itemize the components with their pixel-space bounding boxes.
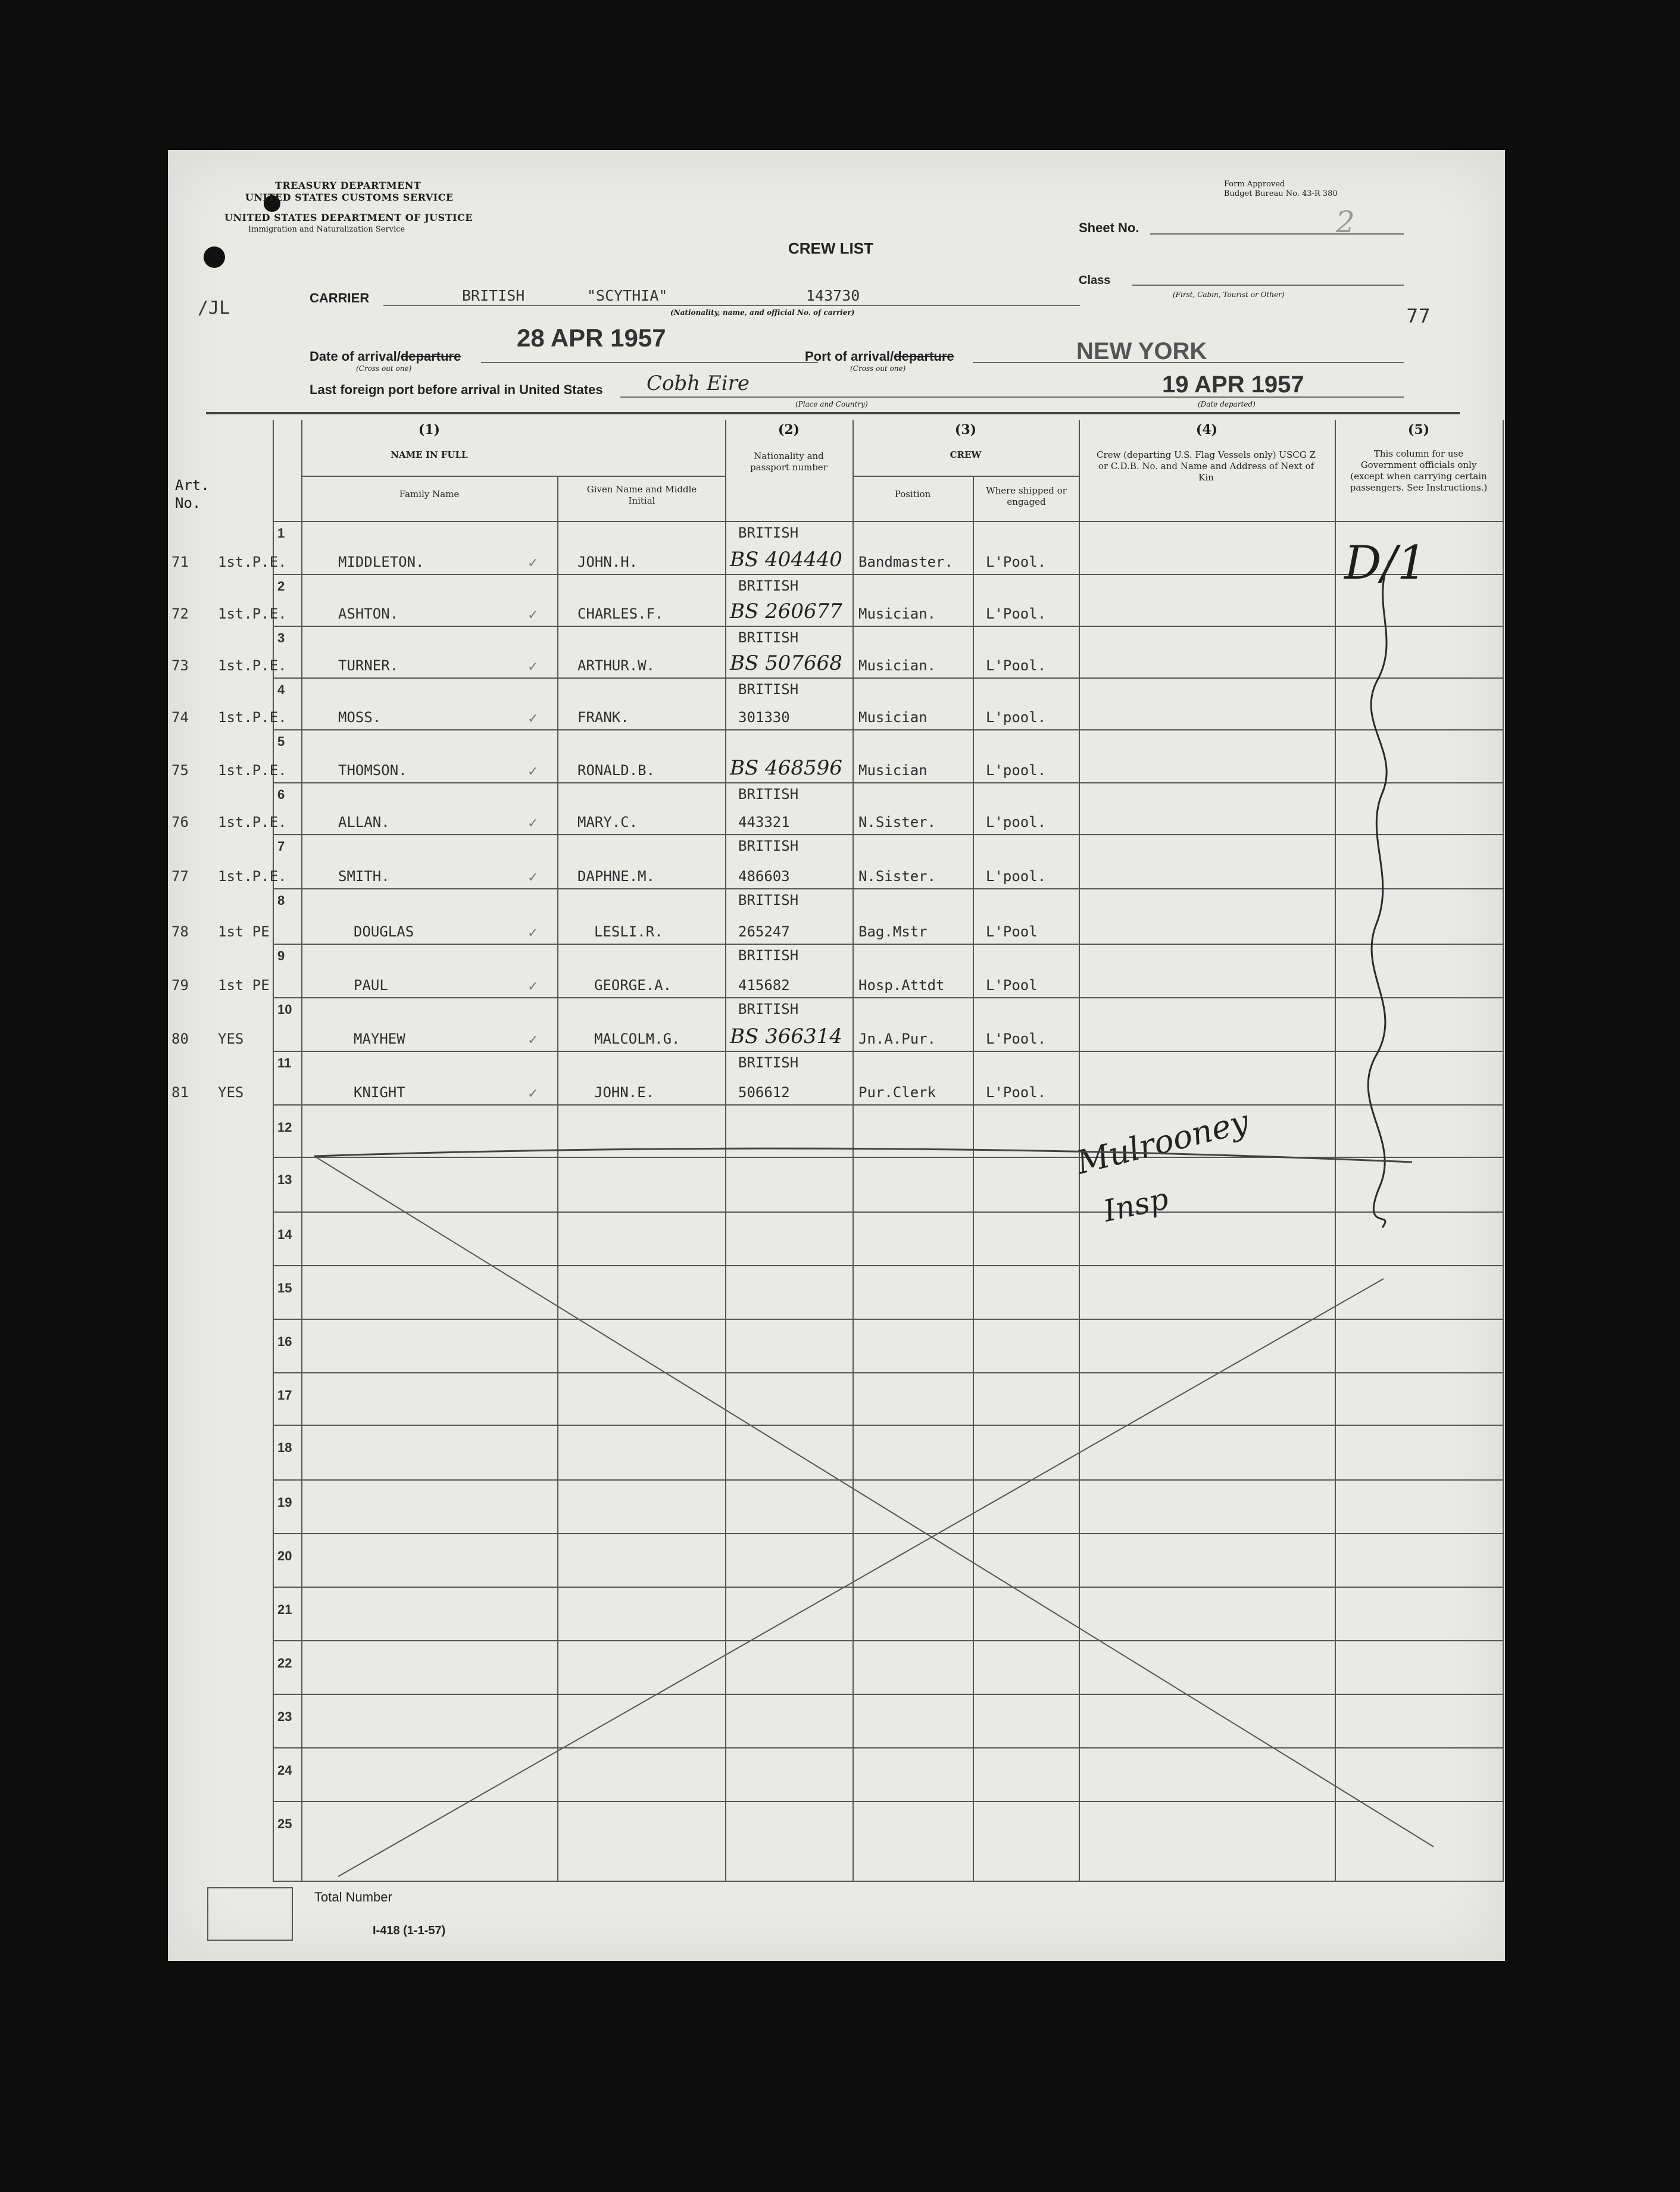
art-number: 81 (171, 1084, 189, 1101)
where-engaged: L'Pool. (986, 657, 1047, 674)
family-name: ASHTON. (338, 605, 399, 622)
check-mark: ✓ (527, 608, 539, 623)
passport-number: BS 404440 (730, 548, 842, 572)
position: Musician (858, 709, 928, 726)
line-number: 22 (277, 1656, 292, 1670)
class-label: Class (1079, 274, 1111, 287)
margin-note: 77 (1406, 305, 1431, 327)
nationality: BRITISH (738, 629, 799, 646)
line-number: 19 (277, 1495, 292, 1510)
where-engaged: L'Pool (986, 977, 1038, 994)
art-number: 75 (171, 762, 189, 779)
where-engaged: L'Pool. (986, 605, 1047, 622)
class-code: YES (218, 1084, 244, 1101)
family-name: DOUGLAS (354, 923, 414, 940)
date-label-a: Date of arrival/ (310, 349, 401, 364)
carrier-hint: (Nationality, name, and official No. of carrier) (670, 308, 855, 317)
page-title: CREW LIST (788, 239, 873, 257)
given-name: DAPHNE.M. (577, 868, 655, 885)
kin-head: Crew (departing U.S. Flag Vessels only) USCG Z or C.D.B. No. and Name and Address of Next of Kin (1097, 449, 1316, 483)
passport-number: 301330 (738, 709, 790, 726)
class-code: 1st.P.E. (218, 814, 287, 830)
nationality: BRITISH (738, 947, 799, 964)
where-engaged: L'Pool. (986, 1031, 1047, 1047)
passport-number: BS 507668 (730, 651, 842, 675)
col1-title: NAME IN FULL (391, 449, 468, 460)
port-hint: (Cross out one) (850, 364, 906, 373)
family-name: MIDDLETON. (338, 554, 424, 570)
line-number: 16 (277, 1334, 292, 1349)
family-name-head: Family Name (399, 489, 460, 499)
port-label-a: Port of arrival/ (805, 349, 894, 364)
where-engaged: L'Pool. (986, 1084, 1047, 1101)
line-number: 15 (277, 1281, 292, 1295)
line-number: 12 (277, 1120, 292, 1135)
line-number: 4 (277, 682, 285, 697)
line-number: 1 (277, 526, 285, 541)
position: N.Sister. (858, 868, 936, 885)
passport-number: BS 366314 (730, 1025, 842, 1048)
line-number: 9 (277, 948, 285, 963)
customs-line: UNITED STATES CUSTOMS SERVICE (245, 192, 454, 203)
position: Jn.A.Pur. (858, 1031, 936, 1047)
passport-number: 415682 (738, 977, 790, 994)
given-name: FRANK. (577, 709, 629, 726)
crew-list-sheet (168, 150, 1505, 1961)
justice-line: UNITED STATES DEPARTMENT OF JUSTICE (224, 212, 473, 223)
nationality: BRITISH (738, 786, 799, 803)
cross-out-line-a (314, 1156, 1434, 1847)
class-code: 1st.P.E. (218, 605, 287, 622)
where-engaged: L'Pool. (986, 554, 1047, 570)
initials: /JL (198, 298, 230, 319)
form-number: I-418 (1-1-57) (373, 1924, 446, 1937)
nationality: BRITISH (738, 892, 799, 908)
where-head: Where shipped or engaged (986, 485, 1067, 507)
d1-annotation: D/1 (1344, 536, 1427, 590)
nationality: BRITISH (738, 1054, 799, 1071)
line-number: 18 (277, 1440, 292, 1455)
class-code: 1st.P.E. (218, 554, 287, 570)
position: Bag.Mstr (858, 923, 928, 940)
handwriting-overlay (168, 150, 1505, 1961)
art-number: 78 (171, 923, 189, 940)
class-code: 1st.P.E. (218, 868, 287, 885)
line-number: 21 (277, 1602, 292, 1617)
signature-insp: Insp (1100, 1181, 1172, 1229)
passport-number: 486603 (738, 868, 790, 885)
given-name: JOHN.E. (594, 1084, 655, 1101)
class-hint: (First, Cabin, Tourist or Other) (1173, 291, 1285, 299)
signature: Mulrooney (1072, 1103, 1253, 1182)
given-name: ARTHUR.W. (577, 657, 655, 674)
given-name-head: Given Name and Middle Initial (586, 484, 697, 506)
given-name: RONALD.B. (577, 762, 655, 779)
total-number-label: Total Number (314, 1890, 392, 1904)
place-hint: (Place and Country) (795, 400, 868, 408)
position: Musician (858, 762, 928, 779)
check-mark: ✓ (527, 1086, 539, 1101)
cross-out-top-arc (314, 1148, 1412, 1162)
where-engaged: L'Pool (986, 923, 1038, 940)
line-number: 13 (277, 1172, 292, 1187)
departed-hint: (Date departed) (1198, 400, 1256, 408)
check-mark: ✓ (527, 1033, 539, 1048)
check-mark: ✓ (527, 556, 539, 571)
col3-number: (3) (954, 422, 977, 438)
port-label-b: departure (894, 349, 954, 364)
line-number: 5 (277, 734, 285, 749)
budget-bureau: Budget Bureau No. 43-R 380 (1224, 189, 1338, 198)
line-number: 7 (277, 839, 285, 854)
class-code: 1st.P.E. (218, 709, 287, 726)
given-name: JOHN.H. (577, 554, 638, 570)
position: Hosp.Attdt (858, 977, 945, 994)
nationality: BRITISH (738, 1001, 799, 1017)
family-name: TURNER. (338, 657, 399, 674)
nationality: BRITISH (738, 524, 799, 541)
given-name: LESLI.R. (594, 923, 663, 940)
port-stamp: NEW YORK (1076, 338, 1207, 364)
line-number: 10 (277, 1002, 292, 1017)
passport-number: 506612 (738, 1084, 790, 1101)
last-port-label: Last foreign port before arrival in United States (310, 382, 603, 397)
arrival-date-stamp: 28 APR 1957 (517, 324, 666, 352)
family-name: MOSS. (338, 709, 382, 726)
art-number: 76 (171, 814, 189, 830)
art-number: 80 (171, 1031, 189, 1047)
line-number: 14 (277, 1227, 292, 1242)
line-number: 11 (277, 1056, 292, 1070)
class-code: 1st PE (218, 923, 270, 940)
family-name: PAUL (354, 977, 388, 994)
given-name: CHARLES.F. (577, 605, 664, 622)
art-number: 77 (171, 868, 189, 885)
family-name: ALLAN. (338, 814, 390, 830)
carrier-name: "SCYTHIA" (587, 287, 668, 304)
nationality: BRITISH (738, 838, 799, 854)
art-number: 74 (171, 709, 189, 726)
where-engaged: L'pool. (986, 868, 1047, 885)
passport-number: BS 468596 (730, 756, 842, 780)
passport-number: BS 260677 (730, 599, 842, 623)
wavy-line (1368, 561, 1389, 1228)
check-mark: ✓ (527, 979, 539, 994)
class-code: 1st PE (218, 977, 270, 994)
art-number: 79 (171, 977, 189, 994)
carrier-number: 143730 (806, 287, 860, 304)
gov-head: This column for use Government officials only (except when carrying certain passengers. See Instructions.) (1350, 448, 1488, 493)
carrier-label: CARRIER (310, 291, 370, 305)
position: Musician. (858, 657, 936, 674)
check-mark: ✓ (527, 660, 539, 675)
family-name: KNIGHT (354, 1084, 405, 1101)
where-engaged: L'pool. (986, 709, 1047, 726)
col2-number: (2) (777, 422, 800, 438)
cross-out-line-b (338, 1279, 1384, 1876)
check-mark: ✓ (527, 870, 539, 885)
treasury-line: TREASURY DEPARTMENT (275, 180, 421, 191)
col5-number: (5) (1407, 422, 1430, 438)
where-engaged: L'pool. (986, 814, 1047, 830)
carrier-nationality: BRITISH (462, 287, 525, 304)
form-approved: Form Approved (1224, 180, 1285, 189)
line-number: 2 (277, 579, 285, 594)
line-number: 8 (277, 893, 285, 908)
family-name: THOMSON. (338, 762, 407, 779)
nat-head: Nationality and passport number (750, 451, 827, 473)
position: Musician. (858, 605, 936, 622)
sheet-no-value: 2 (1336, 205, 1355, 239)
passport-number: 265247 (738, 923, 790, 940)
col4-number: (4) (1195, 422, 1218, 438)
nationality: BRITISH (738, 681, 799, 698)
line-number: 17 (277, 1388, 292, 1403)
position: N.Sister. (858, 814, 936, 830)
family-name: MAYHEW (354, 1031, 405, 1047)
ins-line: Immigration and Naturalization Service (248, 225, 405, 234)
family-name: SMITH. (338, 868, 390, 885)
class-code: 1st.P.E. (218, 657, 287, 674)
line-number: 20 (277, 1548, 292, 1563)
line-number: 24 (277, 1763, 292, 1778)
departed-date-stamp: 19 APR 1957 (1162, 371, 1304, 398)
position-head: Position (894, 489, 931, 499)
last-port-value: Cobh Eire (647, 371, 750, 395)
position: Pur.Clerk (858, 1084, 936, 1101)
date-label-b: departure (400, 349, 461, 364)
art-no-heading: Art. No. (175, 477, 210, 511)
passport-number: 443321 (738, 814, 790, 830)
class-code: 1st.P.E. (218, 762, 287, 779)
check-mark: ✓ (527, 926, 539, 941)
check-mark: ✓ (527, 711, 539, 726)
col1-number: (1) (418, 422, 441, 438)
line-number: 25 (277, 1816, 292, 1831)
line-number: 3 (277, 630, 285, 645)
sheet-no-label: Sheet No. (1079, 220, 1139, 235)
given-name: GEORGE.A. (594, 977, 672, 994)
check-mark: ✓ (527, 764, 539, 779)
date-hint: (Cross out one) (356, 364, 412, 373)
art-number: 73 (171, 657, 189, 674)
nationality: BRITISH (738, 577, 799, 594)
line-number: 23 (277, 1709, 292, 1724)
where-engaged: L'pool. (986, 762, 1047, 779)
check-mark: ✓ (527, 816, 539, 831)
position: Bandmaster. (858, 554, 953, 570)
crew-head: CREW (950, 449, 982, 460)
line-number: 6 (277, 787, 285, 802)
given-name: MALCOLM.G. (594, 1031, 680, 1047)
art-number: 72 (171, 605, 189, 622)
class-code: YES (218, 1031, 244, 1047)
art-number: 71 (171, 554, 189, 570)
given-name: MARY.C. (577, 814, 638, 830)
